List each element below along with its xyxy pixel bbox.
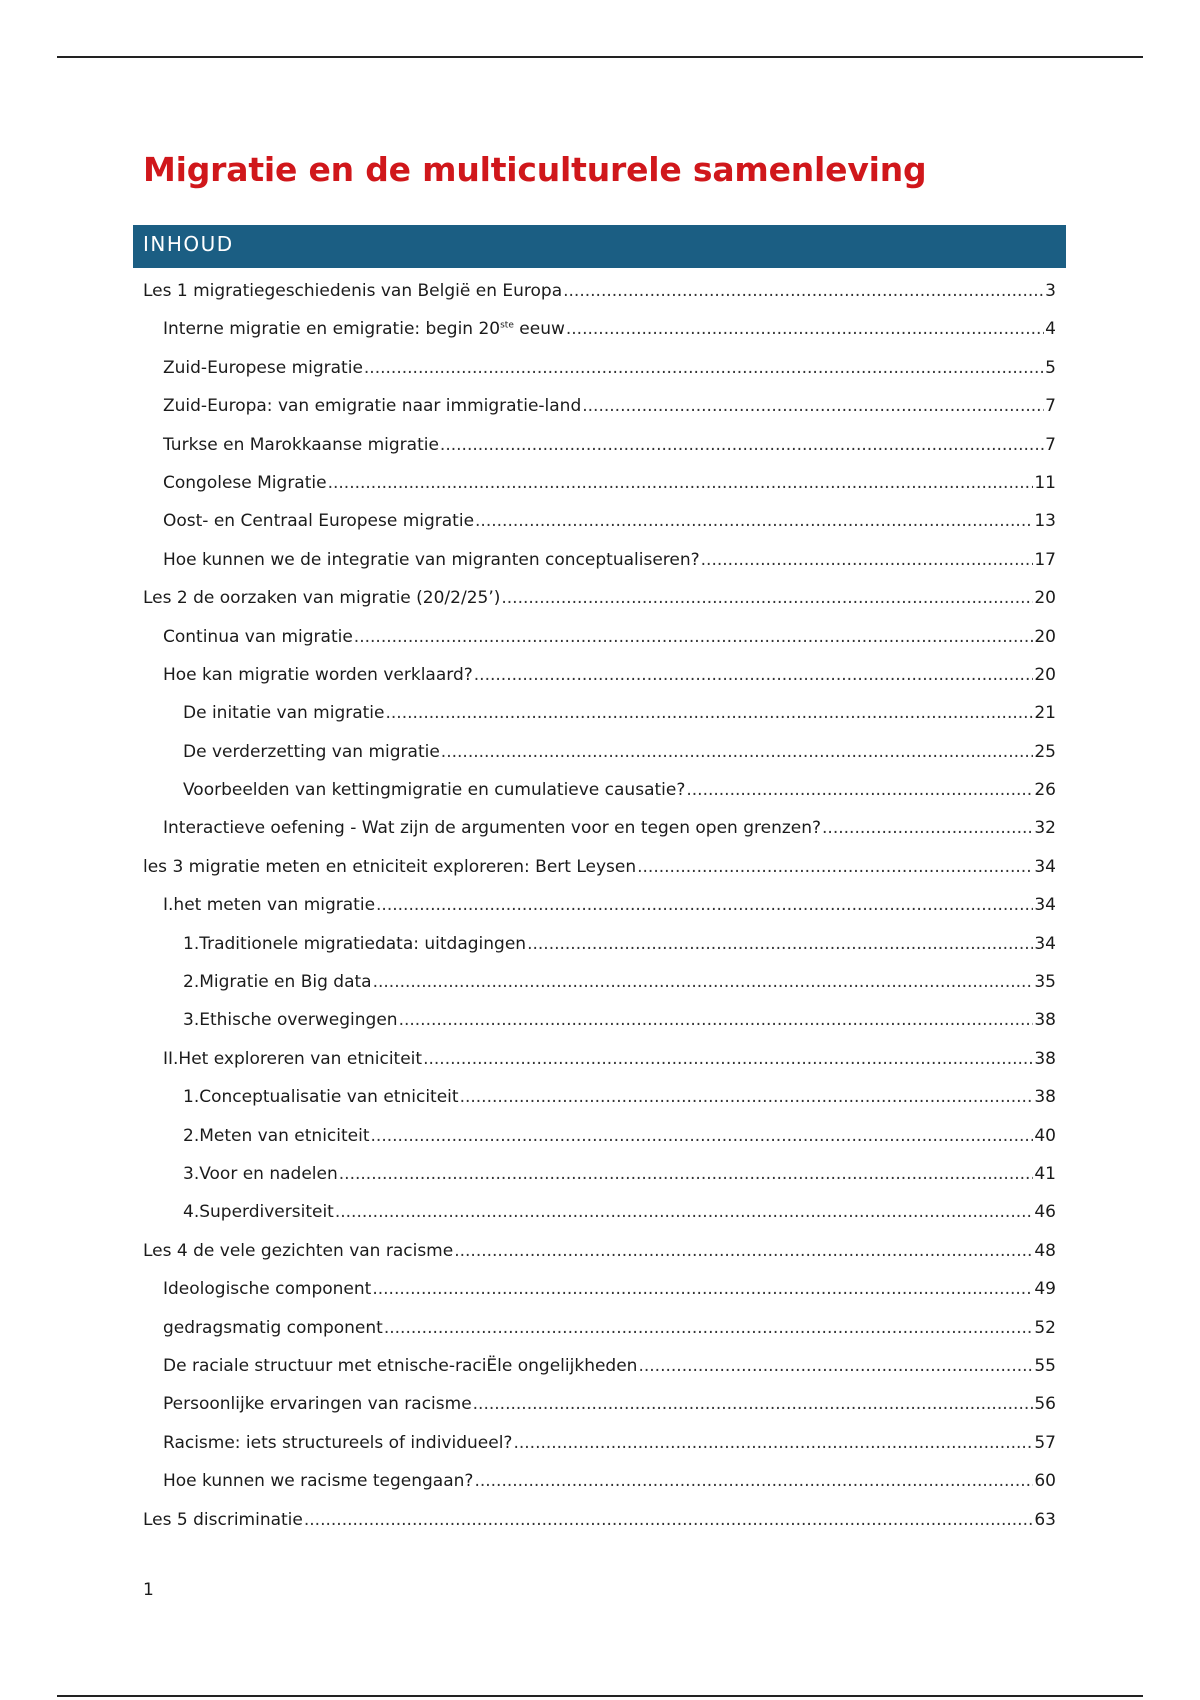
toc-dot-leader [440, 426, 1044, 464]
toc-dot-leader [701, 541, 1034, 579]
toc-dot-leader [304, 1501, 1033, 1539]
toc-entry[interactable] [143, 963, 1056, 1001]
toc-entry[interactable] [143, 387, 1056, 425]
toc-dot-leader [582, 387, 1044, 425]
toc-entry[interactable] [143, 1385, 1056, 1423]
toc-dot-leader [563, 272, 1044, 310]
toc-entry-page: 26 [1034, 780, 1056, 801]
toc-entry-title: II.Het exploreren van etniciteit [163, 1048, 423, 1069]
toc-dot-leader [454, 1232, 1033, 1270]
toc-entry[interactable] [143, 886, 1056, 924]
toc-entry[interactable] [143, 733, 1056, 771]
toc-entry-title: 4.Superdiversiteit [183, 1202, 334, 1223]
toc-entry-page: 20 [1034, 626, 1056, 647]
toc-entry-title: Congolese Migratie [163, 472, 327, 493]
toc-entry-title: gedragsmatig component [163, 1317, 383, 1338]
toc-dot-leader [335, 1193, 1034, 1231]
toc-dot-leader [328, 464, 1034, 502]
toc-entry-page: 63 [1034, 1509, 1056, 1530]
toc-entry-title: Turkse en Marokkaanse migratie [163, 434, 439, 455]
toc-dot-leader [566, 310, 1044, 348]
toc-dot-leader [474, 1462, 1033, 1500]
toc-entry-page: 20 [1034, 588, 1056, 609]
toc-entry-title: Racisme: iets structureels of individueel? [163, 1432, 513, 1453]
toc-entry[interactable] [143, 1078, 1056, 1116]
toc-entry-page: 11 [1034, 472, 1056, 493]
toc-entry[interactable] [143, 1462, 1056, 1500]
toc-entry[interactable] [143, 809, 1056, 847]
toc-entry-page: 3 [1045, 281, 1056, 301]
toc-heading: INHOUD [133, 225, 1066, 268]
toc-dot-leader [386, 694, 1034, 732]
toc-entry-title: De initatie van migratie [183, 703, 385, 724]
toc-dot-leader [364, 349, 1044, 387]
toc-entry-page: 25 [1034, 741, 1056, 762]
toc-dot-leader [501, 579, 1033, 617]
page-number: 1 [143, 1580, 154, 1600]
toc-dot-leader [475, 502, 1033, 540]
toc-entry-title: 2.Meten van etniciteit [183, 1125, 370, 1146]
toc-entry-title: 3.Voor en nadelen [183, 1163, 338, 1184]
toc-entry-title: 2.Migratie en Big data [183, 972, 372, 993]
toc-entry-page: 55 [1034, 1355, 1056, 1376]
toc-entry-title: Ideologische component [163, 1279, 372, 1300]
toc-entry[interactable] [143, 1501, 1056, 1539]
toc-entry-page: 41 [1034, 1163, 1056, 1184]
toc-entry-page: 34 [1034, 933, 1056, 954]
toc-entry-page: 38 [1034, 1010, 1056, 1031]
toc-entry-title: De verderzetting van migratie [183, 741, 440, 762]
toc-entry-title: 1.Conceptualisatie van etniciteit [183, 1087, 459, 1108]
toc-entry[interactable] [143, 1309, 1056, 1347]
table-of-contents [143, 272, 1056, 1539]
toc-entry-title: 3.Ethische overwegingen [183, 1010, 398, 1031]
toc-dot-leader [354, 618, 1034, 656]
toc-entry-title: I.het meten van migratie [163, 895, 376, 916]
toc-entry-title: Les 1 migratiegeschiedenis van België en Europa [143, 281, 563, 301]
toc-entry-title: Hoe kunnen we de integratie van migranten conceptualiseren? [163, 549, 700, 570]
toc-dot-leader [399, 1001, 1034, 1039]
toc-entry[interactable] [143, 1232, 1056, 1270]
toc-entry[interactable] [143, 771, 1056, 809]
toc-entry-title: Les 5 discriminatie [143, 1509, 303, 1530]
toc-entry-title: Les 2 de oorzaken van migratie (20/2/25’) [143, 588, 501, 609]
toc-entry[interactable] [143, 541, 1056, 579]
toc-dot-leader [686, 771, 1033, 809]
toc-entry[interactable] [143, 310, 1056, 348]
toc-entry-title: Interactieve oefening - Wat zijn de argumenten voor en tegen open grenzen? [163, 818, 822, 839]
toc-entry-page: 38 [1034, 1048, 1056, 1069]
toc-entry-title: Hoe kunnen we racisme tegengaan? [163, 1471, 474, 1492]
toc-entry-title: 1.Traditionele migratiedata: uitdagingen [183, 933, 527, 954]
toc-entry-page: 49 [1034, 1279, 1056, 1300]
footer-rule [57, 1695, 1143, 1697]
toc-entry[interactable] [143, 1155, 1056, 1193]
toc-entry[interactable] [143, 1040, 1056, 1078]
toc-entry-page: 20 [1034, 664, 1056, 685]
toc-entry-page: 52 [1034, 1317, 1056, 1338]
toc-dot-leader [822, 809, 1033, 847]
toc-entry-page: 4 [1045, 319, 1056, 340]
toc-entry-title: Hoe kan migratie worden verklaard? [163, 664, 473, 685]
toc-dot-leader [376, 886, 1033, 924]
toc-entry[interactable] [143, 579, 1056, 617]
toc-entry[interactable] [143, 426, 1056, 464]
toc-entry-page: 56 [1034, 1394, 1056, 1415]
toc-entry-page: 40 [1034, 1125, 1056, 1146]
toc-dot-leader [339, 1155, 1034, 1193]
toc-entry-page: 34 [1034, 895, 1056, 916]
toc-dot-leader [527, 925, 1033, 963]
toc-entry-page: 21 [1034, 703, 1056, 724]
toc-dot-leader [460, 1078, 1034, 1116]
toc-entry[interactable] [143, 349, 1056, 387]
toc-entry-page: 13 [1034, 511, 1056, 532]
toc-entry-page: 32 [1034, 818, 1056, 839]
toc-entry[interactable] [143, 502, 1056, 540]
toc-entry-page: 34 [1034, 856, 1056, 877]
toc-entry-title: Les 4 de vele gezichten van racisme [143, 1240, 454, 1261]
toc-entry-page: 7 [1045, 396, 1056, 417]
toc-entry[interactable] [143, 1117, 1056, 1155]
toc-dot-leader [372, 1270, 1033, 1308]
toc-entry-title: les 3 migratie meten en etniciteit exploreren: Bert Leysen [143, 856, 637, 877]
toc-entry-page: 57 [1034, 1432, 1056, 1453]
toc-dot-leader [441, 733, 1034, 771]
toc-entry[interactable] [143, 1424, 1056, 1462]
header-rule [57, 56, 1143, 58]
toc-entry-title: Continua van migratie [163, 626, 353, 647]
toc-dot-leader [371, 1117, 1034, 1155]
toc-entry-page: 5 [1045, 357, 1056, 378]
toc-entry[interactable] [143, 1347, 1056, 1385]
toc-entry-superscript: ste [500, 320, 514, 331]
toc-dot-leader [473, 1385, 1034, 1423]
document-title: Migratie en de multiculturele samenleving [143, 150, 927, 189]
toc-entry[interactable] [143, 1001, 1056, 1039]
toc-entry-title: Persoonlijke ervaringen van racisme [163, 1394, 472, 1415]
toc-entry[interactable] [143, 618, 1056, 656]
toc-entry-page: 7 [1045, 434, 1056, 455]
toc-entry[interactable] [143, 656, 1056, 694]
toc-entry-page: 17 [1034, 549, 1056, 570]
toc-entry[interactable] [143, 925, 1056, 963]
toc-entry-page: 38 [1034, 1087, 1056, 1108]
toc-entry[interactable] [143, 848, 1056, 886]
toc-entry[interactable] [143, 694, 1056, 732]
toc-entry-page: 48 [1034, 1240, 1056, 1261]
toc-dot-leader [423, 1040, 1033, 1078]
toc-dot-leader [637, 848, 1033, 886]
toc-dot-leader [474, 656, 1034, 694]
toc-entry-title: De raciale structuur met etnische-raciËle ongelijkheden [163, 1355, 638, 1376]
toc-entry-page: 60 [1034, 1471, 1056, 1492]
toc-entry-title: Zuid-Europa: van emigratie naar immigratie-land [163, 396, 582, 417]
toc-entry-title: Interne migratie en emigratie: begin 20ste eeuw [163, 319, 565, 340]
toc-entry-title: Oost- en Centraal Europese migratie [163, 511, 475, 532]
toc-dot-leader [513, 1424, 1033, 1462]
toc-entry[interactable] [143, 1270, 1056, 1308]
toc-dot-leader [384, 1309, 1034, 1347]
toc-dot-leader [373, 963, 1034, 1001]
toc-entry[interactable] [143, 272, 1056, 310]
toc-entry-page: 35 [1034, 972, 1056, 993]
toc-entry[interactable] [143, 464, 1056, 502]
toc-dot-leader [638, 1347, 1033, 1385]
toc-entry[interactable] [143, 1193, 1056, 1231]
toc-entry-title: Zuid-Europese migratie [163, 357, 363, 378]
toc-entry-title: Voorbeelden van kettingmigratie en cumulatieve causatie? [183, 780, 686, 801]
toc-entry-page: 46 [1034, 1202, 1056, 1223]
